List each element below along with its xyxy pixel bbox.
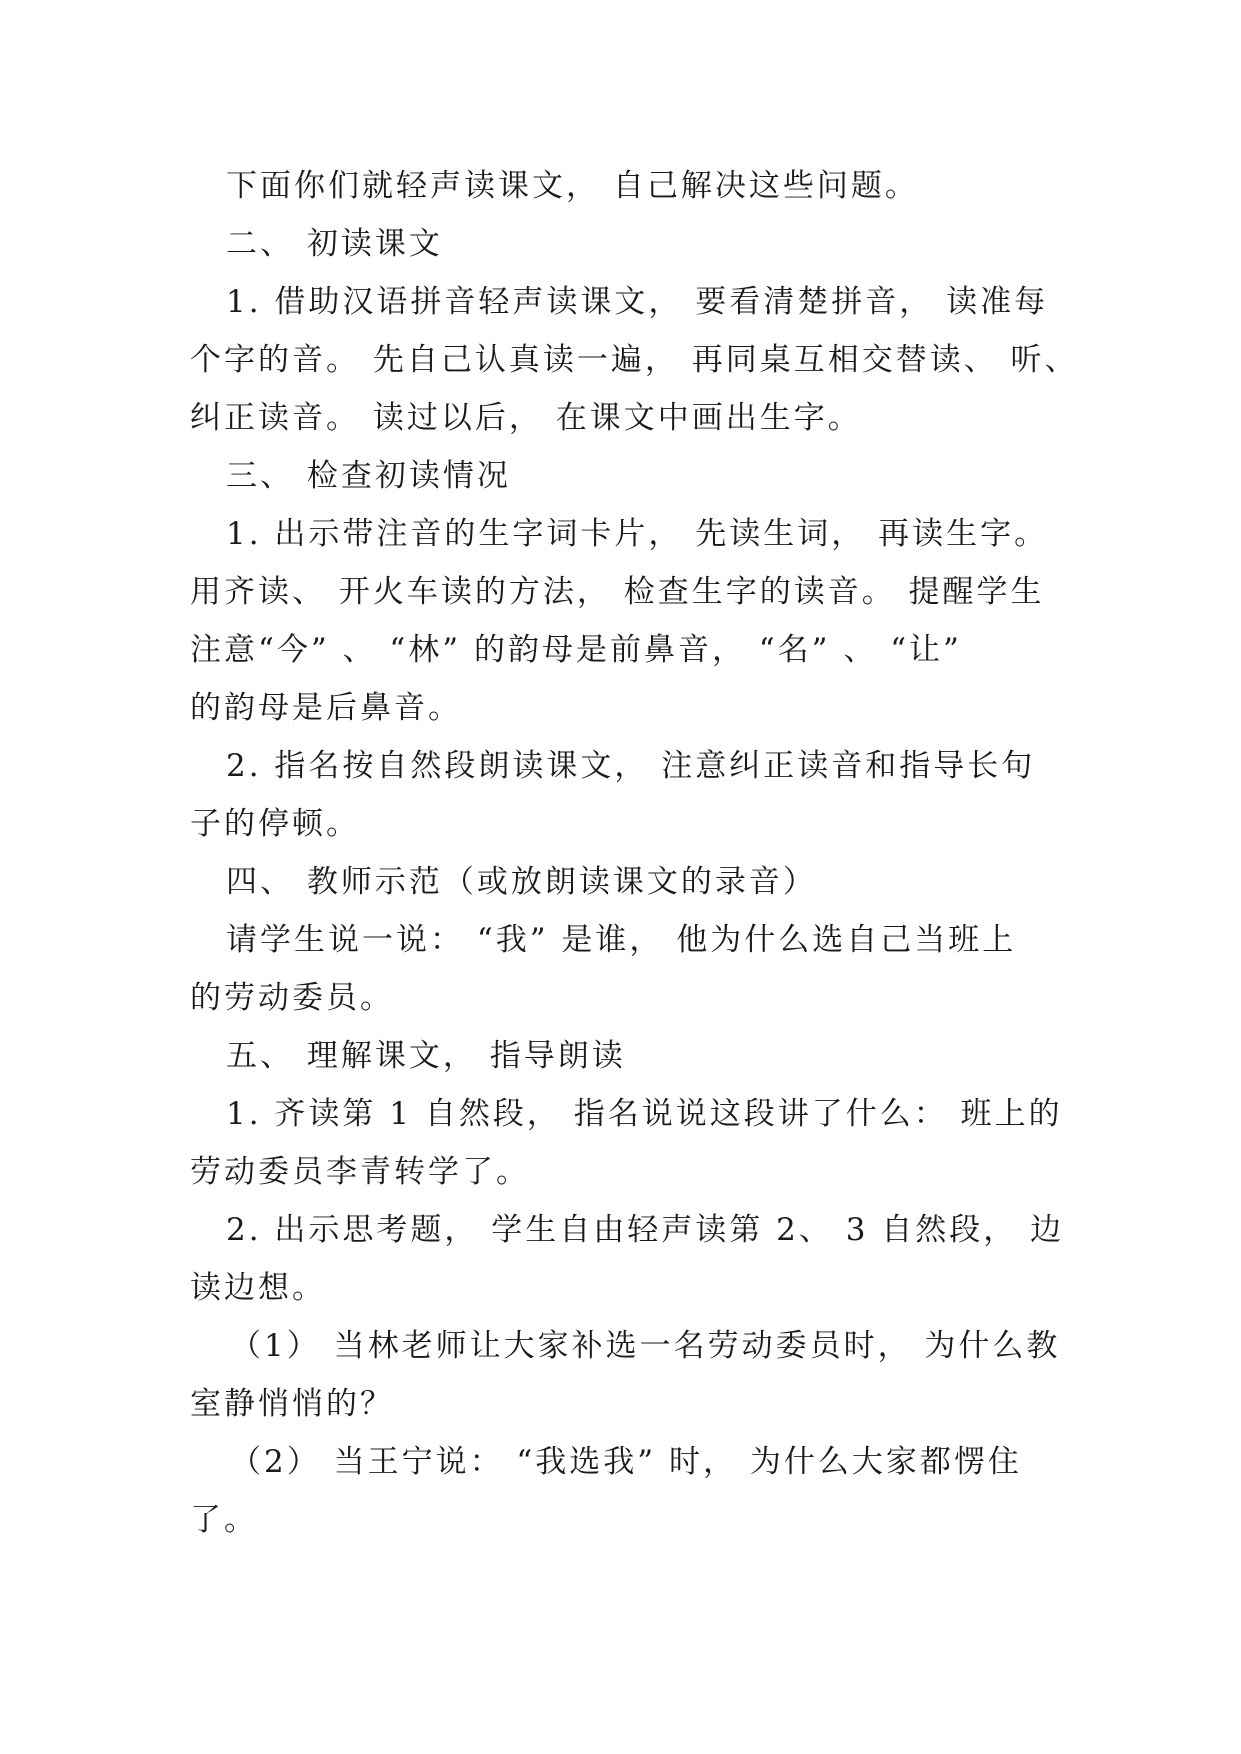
paragraph-line: 请学生说一说： “我” 是谁， 他为什么选自己当班上 bbox=[226, 922, 1017, 958]
section-heading: 五、 理解课文， 指导朗读 bbox=[226, 1038, 626, 1074]
paragraph-line: 个字的音。 先自己认真读一遍， 再同桌互相交替读、 听、 bbox=[190, 342, 1079, 378]
question-line: （2） 当王宁说： “我选我” 时， 为什么大家都愣住 bbox=[230, 1444, 1022, 1480]
paragraph-line: 注意“今” 、 “林” 的韵母是前鼻音， “名” 、 “让” bbox=[190, 632, 962, 668]
paragraph-line: 读边想。 bbox=[190, 1270, 326, 1306]
paragraph-line: 子的停顿。 bbox=[190, 806, 360, 842]
section-heading: 三、 检查初读情况 bbox=[226, 458, 511, 494]
paragraph-line: 2. 指名按自然段朗读课文， 注意纠正读音和指导长句 bbox=[226, 748, 1036, 784]
paragraph-line: 纠正读音。 读过以后， 在课文中画出生字。 bbox=[190, 400, 862, 436]
paragraph-line: 下面你们就轻声读课文， 自己解决这些问题。 bbox=[226, 168, 919, 204]
paragraph-line: 的韵母是后鼻音。 bbox=[190, 690, 462, 726]
paragraph-line: 2. 出示思考题， 学生自由轻声读第 2、 3 自然段， 边 bbox=[226, 1212, 1065, 1248]
paragraph-line: 劳动委员李青转学了。 bbox=[190, 1154, 530, 1190]
document-body bbox=[190, 157, 1079, 1549]
question-line: （1） 当林老师让大家补选一名劳动委员时， 为什么教 bbox=[230, 1328, 1061, 1364]
paragraph-line: 1. 出示带注音的生字词卡片， 先读生词， 再读生字。 bbox=[226, 516, 1049, 552]
paragraph-line: 用齐读、 开火车读的方法， 检查生字的读音。 提醒学生 bbox=[190, 574, 1045, 610]
paragraph-line: 1. 齐读第 1 自然段， 指名说说这段讲了什么： 班上的 bbox=[226, 1096, 1063, 1132]
question-line: 了。 bbox=[190, 1502, 258, 1538]
paragraph-line: 1. 借助汉语拼音轻声读课文， 要看清楚拼音， 读准每 bbox=[226, 284, 1049, 320]
section-heading: 四、 教师示范（或放朗读课文的录音） bbox=[226, 864, 817, 900]
paragraph-line: 的劳动委员。 bbox=[190, 980, 394, 1016]
section-heading: 二、 初读课文 bbox=[226, 226, 443, 262]
question-line: 室静悄悄的？ bbox=[190, 1386, 394, 1422]
